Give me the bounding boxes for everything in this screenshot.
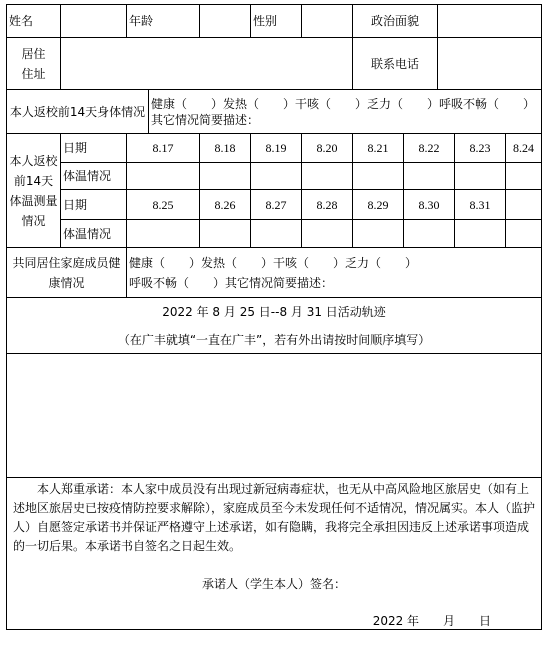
gender-label: 性别 [251, 5, 302, 38]
date-cell [506, 190, 542, 220]
date-cell: 8.31 [455, 190, 506, 220]
temp-cell[interactable] [455, 163, 506, 190]
date-cell: 8.30 [404, 190, 455, 220]
political-label: 政治面貌 [353, 5, 438, 38]
address-field[interactable] [61, 38, 353, 90]
age-field[interactable] [200, 5, 251, 38]
temp-cell[interactable] [404, 220, 455, 248]
temp-cell[interactable] [404, 163, 455, 190]
temp-cell[interactable] [353, 163, 404, 190]
temp-cell[interactable] [127, 163, 200, 190]
health-commitment-form [6, 4, 541, 630]
age-label: 年龄 [127, 5, 200, 38]
track-header [7, 298, 542, 354]
gender-field[interactable] [302, 5, 353, 38]
form-table [6, 4, 542, 630]
date-cell: 8.20 [302, 134, 353, 163]
date-cell: 8.22 [404, 134, 455, 163]
family-health-other: 呼吸不畅（ ）其它情况简要描述： [129, 275, 334, 290]
date-cell: 8.23 [455, 134, 506, 163]
temp-cell[interactable] [506, 220, 542, 248]
temp-cell[interactable] [251, 220, 302, 248]
date-cell: 8.25 [127, 190, 200, 220]
date-cell: 8.24 [506, 134, 542, 163]
self-health-other: 其它情况简要描述： [151, 112, 260, 127]
date-label-2: 日期 [61, 190, 127, 220]
date-cell: 8.18 [200, 134, 251, 163]
phone-label: 联系电话 [353, 38, 438, 90]
temp-cell[interactable] [353, 220, 404, 248]
phone-field[interactable] [438, 38, 542, 90]
family-health-symptoms: 健康（ ）发热（ ）干咳（ ）乏力（ ） [129, 255, 418, 270]
date-cell: 8.21 [353, 134, 404, 163]
name-label: 姓名 [7, 5, 61, 38]
temp-cell[interactable] [455, 220, 506, 248]
self-health-symptoms: 健康（ ）发热（ ）干咳（ ）乏力（ ）呼吸不畅（ ） [151, 96, 536, 111]
temp-label-1: 体温情况 [61, 163, 127, 190]
name-field[interactable] [61, 5, 127, 38]
temp-cell[interactable] [200, 220, 251, 248]
family-health-label: 共同居住家庭成员健康情况 [7, 248, 127, 298]
address-label-text: 居住住址 [21, 46, 46, 81]
temperature-label: 本人返校前14天体温测量情况 [7, 134, 61, 248]
date-cell: 8.28 [302, 190, 353, 220]
date-cell: 8.26 [200, 190, 251, 220]
promise-text: 本人郑重承诺：本人家中成员没有出现过新冠病毒症状，也无从中高风险地区旅居史（如有上述地区旅居史已按疫情防控要求解除），家庭成员至今未发现任何不适情况，情况属实。本人（监护人）自愿签定承诺书并保证严格遵守上述承诺，如有隐瞒，我将完全承担因违反上述承诺事项造成的一切后果。本承诺书自签名之日起生效。 [13, 482, 536, 553]
temp-cell[interactable] [251, 163, 302, 190]
sign-date: 2022 年 月 日 [372, 614, 492, 628]
address-label [7, 38, 61, 90]
date-cell: 8.19 [251, 134, 302, 163]
track-title: 2022 年 8 月 25 日--8 月 31 日活动轨迹 [162, 304, 386, 319]
temp-label-2: 体温情况 [61, 220, 127, 248]
political-field[interactable] [438, 5, 542, 38]
date-cell: 8.17 [127, 134, 200, 163]
temp-cell[interactable] [302, 163, 353, 190]
date-label-1: 日期 [61, 134, 127, 163]
temp-cell[interactable] [506, 163, 542, 190]
family-health-content[interactable] [127, 248, 542, 298]
track-subtitle: （在广丰就填“一直在广丰”，若有外出请按时间顺序填写） [117, 332, 431, 347]
promise-section [7, 478, 542, 630]
temp-cell[interactable] [127, 220, 200, 248]
self-health-label: 本人返校前14天身体情况 [7, 90, 149, 134]
date-cell: 8.29 [353, 190, 404, 220]
date-cell: 8.27 [251, 190, 302, 220]
temp-cell[interactable] [200, 163, 251, 190]
temp-cell[interactable] [302, 220, 353, 248]
self-health-content[interactable] [149, 90, 542, 134]
track-content-field[interactable] [7, 354, 542, 478]
signer-label: 承诺人（学生本人）签名： [202, 577, 347, 591]
